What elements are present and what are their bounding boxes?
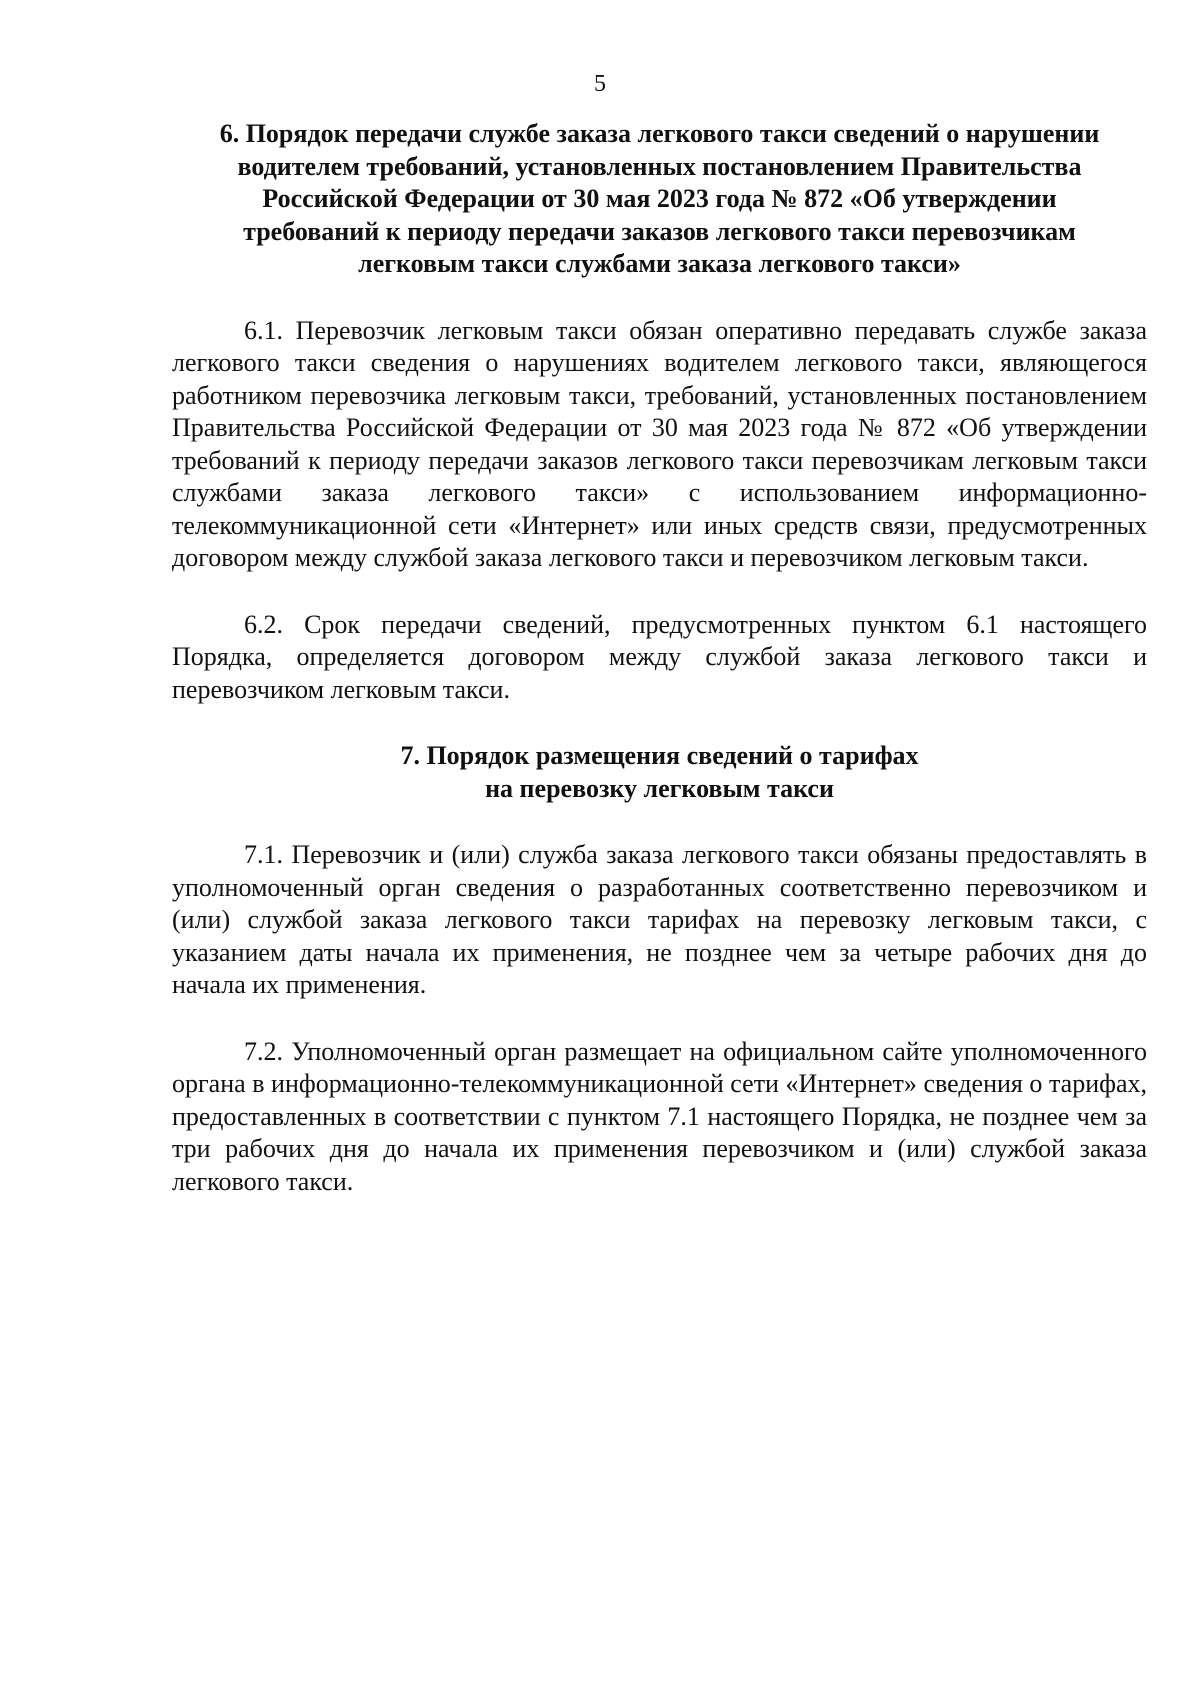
paragraph-6-1: 6.1. Перевозчик легковым такси обязан оперативно передавать службе заказа легкового такси сведения о нарушениях водителем легкового такси, являющегося работником перевозчика легковым такси, требований, установленных постановлением Правительства Российской Федерации от 30 мая 2023 года № 872 «Об утверждении требований к периоду передачи заказов легкового такси перевозчикам легковым такси службами заказа легкового такси» с использованием информационно-телекоммуникационной сети «Интернет» или иных средств связи, предусмотренных договором между службой заказа легкового такси и перевозчиком легковым такси.: [172, 315, 1147, 572]
section-6-title-line: требований к периоду передачи заказов легкового такси перевозчикам: [243, 216, 1076, 246]
document-body: [172, 118, 1147, 1198]
section-7-title: [172, 740, 1147, 805]
section-6-title-line: легковым такси службами заказа легкового такси»: [358, 249, 961, 278]
section-7-title-line: на перевозку легковым такси: [485, 773, 834, 803]
paragraph-7-1: 7.1. Перевозчик и (или) служба заказа легкового такси обязаны предоставлять в уполномоченный орган сведения о разработанных соответственно перевозчиком и (или) службой заказа легкового такси тарифах на перевозку легковым такси, с указанием даты начала их применения, не позднее чем за четыре рабочих дня до начала их применения.: [172, 840, 1147, 999]
section-6-title-line: 6. Порядок передачи службе заказа легкового такси сведений о нарушении: [219, 119, 1100, 148]
section-6-title-line: водителем требований, установленных постановлением Правительства: [237, 151, 1082, 181]
paragraph-6-2: 6.2. Срок передачи сведений, предусмотренных пунктом 6.1 настоящего Порядка, определяется договором между службой заказа легкового такси и перевозчиком легковым такси.: [172, 609, 1147, 704]
page-number: 5: [594, 71, 606, 97]
section-7-title-line: 7. Порядок размещения сведений о тарифах: [400, 741, 919, 770]
paragraph-7-2: 7.2. Уполномоченный орган размещает на официальном сайте уполномоченного органа в информационно-телекоммуникационной сети «Интернет» сведения о тарифах, предоставленных в соответствии с пунктом 7.1 настоящего Порядка, не позднее чем за три рабочих дня до начала их применения перевозчиком и (или) службой заказа легкового такси.: [172, 1036, 1147, 1196]
section-6-title: [172, 118, 1147, 281]
section-6-title-line: Российской Федерации от 30 мая 2023 года № 872 «Об утверждении: [262, 184, 1057, 213]
